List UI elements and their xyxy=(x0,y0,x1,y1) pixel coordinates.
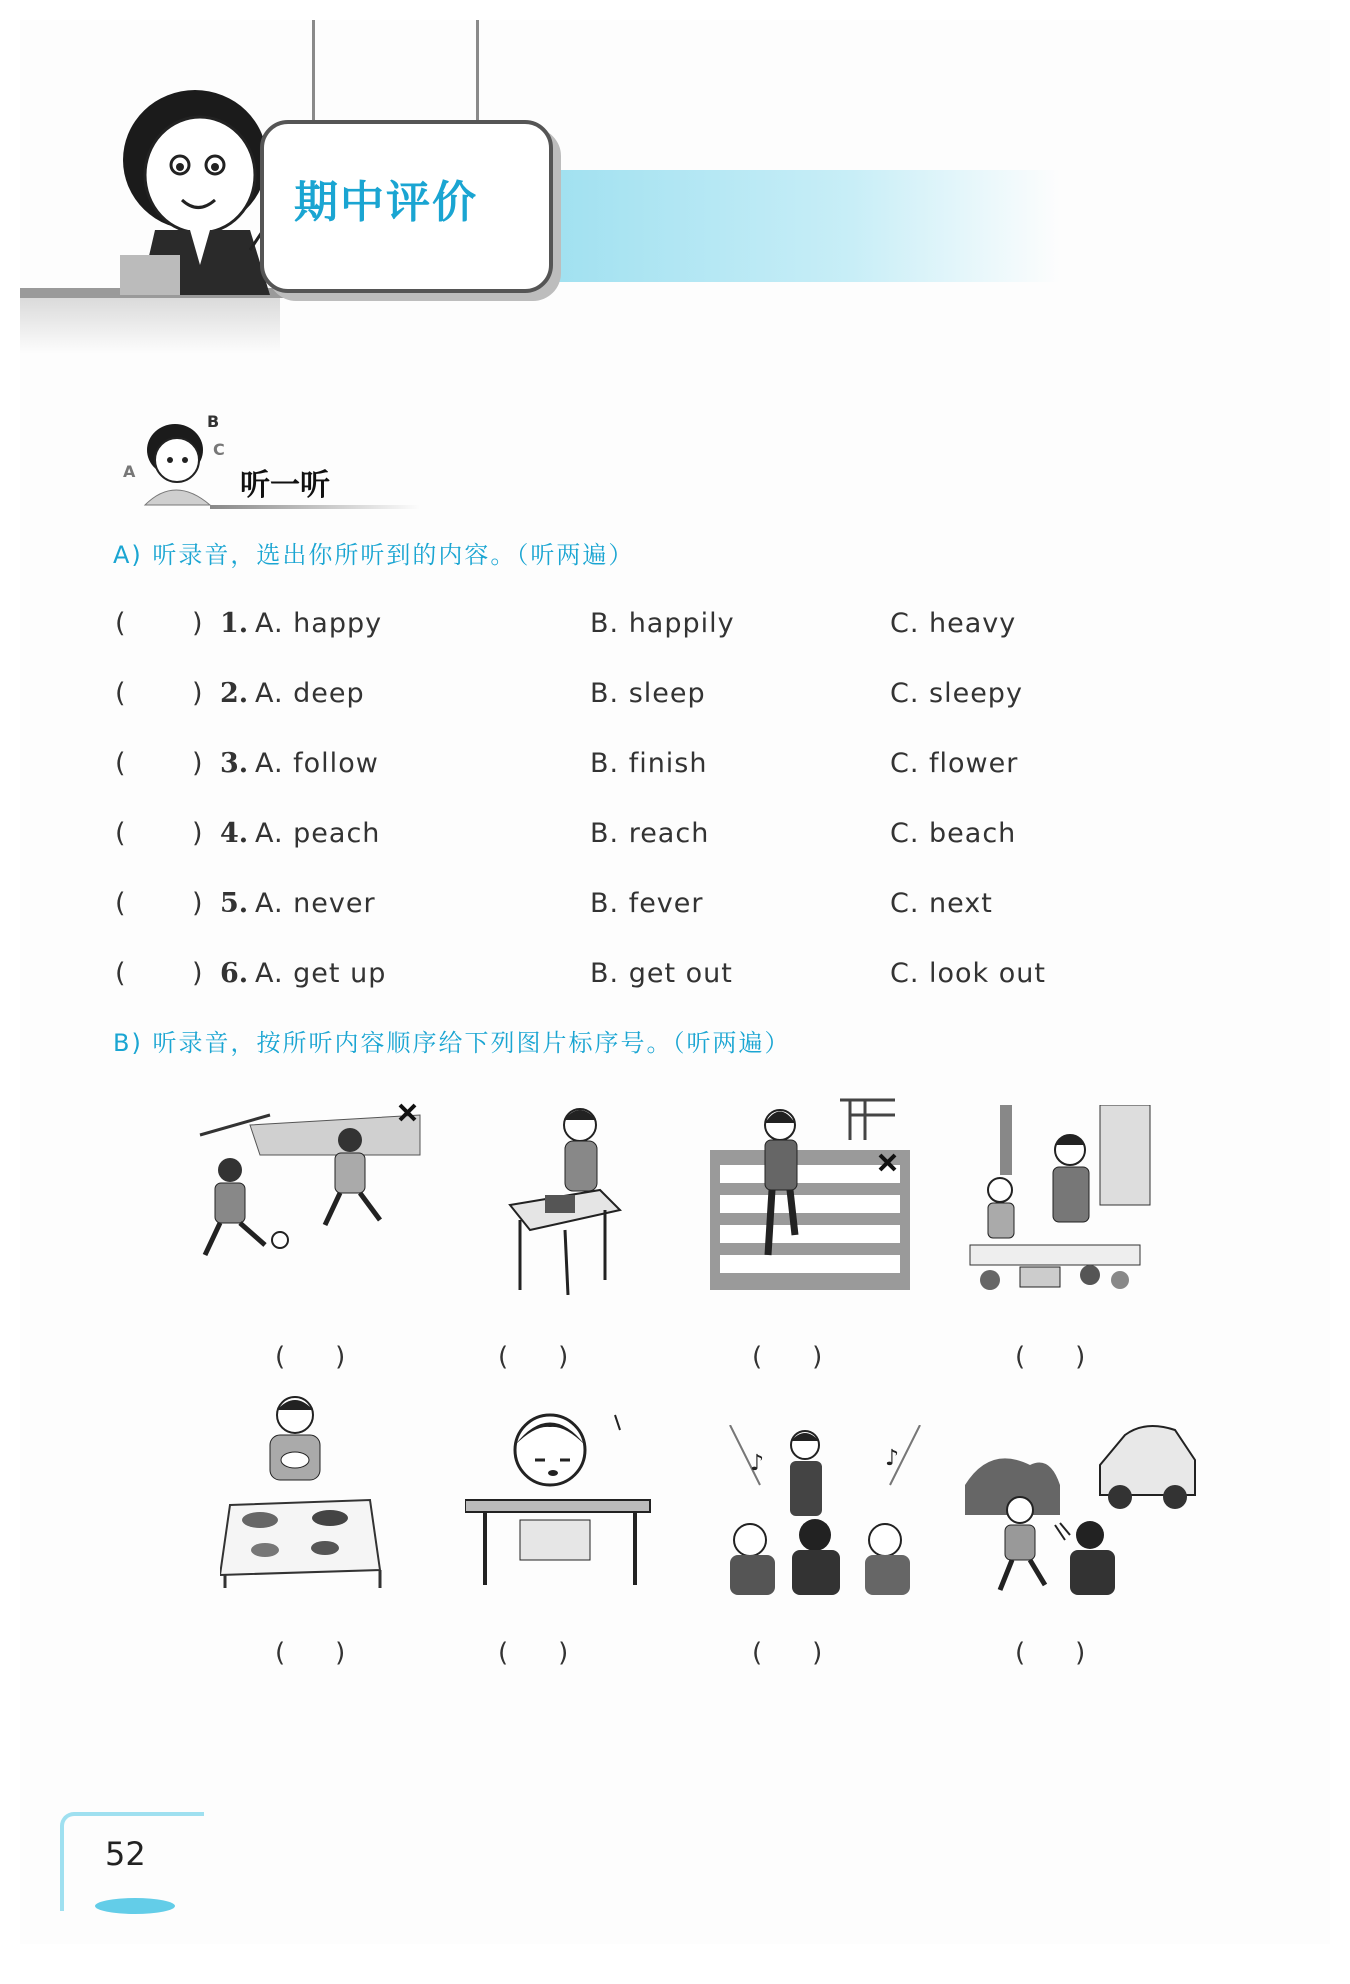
answer-paren-open: ( xyxy=(115,818,126,849)
picture-answer-paren-4 xyxy=(1015,1342,1085,1372)
paren-close: ) xyxy=(335,1342,346,1372)
picture-answer-paren-8 xyxy=(1015,1638,1085,1668)
badge-letter-a: A xyxy=(123,462,136,481)
option-a: A. peach xyxy=(255,818,381,849)
option-b: B. fever xyxy=(590,888,704,919)
paren-open: ( xyxy=(1015,1638,1026,1668)
paren-open: ( xyxy=(498,1638,509,1668)
boys-playing-football-icon xyxy=(190,1095,430,1265)
section-underline xyxy=(210,505,420,509)
paren-close: ) xyxy=(558,1638,569,1668)
singer-and-crowd-icon xyxy=(720,1425,930,1600)
question-number: 5. xyxy=(220,888,249,919)
answer-paren-open: ( xyxy=(115,678,126,709)
option-c: C. look out xyxy=(890,958,1046,989)
option-c: C. heavy xyxy=(890,608,1017,639)
question-number: 1. xyxy=(220,608,249,639)
option-a: A. deep xyxy=(255,678,365,709)
picture-answer-paren-5 xyxy=(275,1638,345,1668)
option-a: A. follow xyxy=(255,748,379,779)
answer-paren-close: ) xyxy=(192,888,203,919)
paren-open: ( xyxy=(498,1342,509,1372)
option-a: A. happy xyxy=(255,608,383,639)
workbook-page xyxy=(20,20,1330,1944)
svg-text:♪: ♪ xyxy=(750,1451,765,1476)
question-number: 4. xyxy=(220,818,249,849)
question-row-3 xyxy=(115,748,1115,788)
question-row-6 xyxy=(115,958,1115,998)
picture-answer-paren-6 xyxy=(498,1638,568,1668)
part-a-instruction: A) 听录音，选出你所听到的内容。（听两遍） xyxy=(113,541,635,569)
girl-crossing-road-icon xyxy=(710,1095,910,1295)
option-b: B. finish xyxy=(590,748,708,779)
option-c: C. flower xyxy=(890,748,1019,779)
question-number: 2. xyxy=(220,678,249,709)
picture-answer-paren-3 xyxy=(752,1342,822,1372)
option-b: B. happily xyxy=(590,608,735,639)
page-number-dot xyxy=(95,1898,175,1914)
header-banner-strip xyxy=(540,170,1060,282)
section-title: 听一听 xyxy=(240,468,330,503)
picture-answer-paren-1 xyxy=(275,1342,345,1372)
badge-letter-c: C xyxy=(213,440,225,459)
paren-close: ) xyxy=(1075,1638,1086,1668)
boy-at-desk-icon xyxy=(490,1095,640,1295)
part-b-instruction: B) 听录音，按所听内容顺序给下列图片标序号。（听两遍） xyxy=(113,1029,791,1057)
answer-paren-close: ) xyxy=(192,678,203,709)
question-row-2 xyxy=(115,678,1115,718)
paren-open: ( xyxy=(1015,1342,1026,1372)
page-title: 期中评价 xyxy=(294,177,478,228)
paren-open: ( xyxy=(275,1638,286,1668)
paren-close: ) xyxy=(558,1342,569,1372)
mother-and-child-in-kitchen-icon xyxy=(960,1105,1160,1295)
answer-paren-open: ( xyxy=(115,888,126,919)
option-b: B. reach xyxy=(590,818,710,849)
boy-running-near-car-icon xyxy=(960,1415,1200,1600)
option-c: C. sleepy xyxy=(890,678,1023,709)
question-number: 3. xyxy=(220,748,249,779)
paren-close: ) xyxy=(335,1638,346,1668)
answer-paren-close: ) xyxy=(192,748,203,779)
paren-open: ( xyxy=(752,1638,763,1668)
option-c: C. beach xyxy=(890,818,1017,849)
picture-answer-paren-2 xyxy=(498,1342,568,1372)
paren-open: ( xyxy=(275,1342,286,1372)
title-sign xyxy=(260,120,553,293)
page-number: 52 xyxy=(105,1835,146,1873)
header-shadow xyxy=(20,294,280,354)
paren-open: ( xyxy=(752,1342,763,1372)
paren-close: ) xyxy=(1075,1342,1086,1372)
paren-close: ) xyxy=(812,1342,823,1372)
answer-paren-close: ) xyxy=(192,818,203,849)
boy-sleeping-at-desk-icon xyxy=(465,1405,655,1590)
option-b: B. sleep xyxy=(590,678,706,709)
svg-text:♪: ♪ xyxy=(885,1446,900,1471)
sign-rope-right xyxy=(476,20,479,130)
answer-paren-close: ) xyxy=(192,958,203,989)
answer-paren-close: ) xyxy=(192,608,203,639)
option-a: A. never xyxy=(255,888,376,919)
answer-paren-open: ( xyxy=(115,748,126,779)
option-c: C. next xyxy=(890,888,993,919)
question-number: 6. xyxy=(220,958,249,989)
answer-paren-open: ( xyxy=(115,608,126,639)
paren-close: ) xyxy=(812,1638,823,1668)
question-row-5 xyxy=(115,888,1115,928)
man-eating-meal-icon xyxy=(220,1390,390,1590)
badge-letter-b: B xyxy=(207,412,220,431)
question-row-4 xyxy=(115,818,1115,858)
option-a: A. get up xyxy=(255,958,387,989)
option-b: B. get out xyxy=(590,958,733,989)
answer-paren-open: ( xyxy=(115,958,126,989)
picture-answer-paren-7 xyxy=(752,1638,822,1668)
sign-rope-left xyxy=(312,20,315,130)
question-row-1 xyxy=(115,608,1115,648)
